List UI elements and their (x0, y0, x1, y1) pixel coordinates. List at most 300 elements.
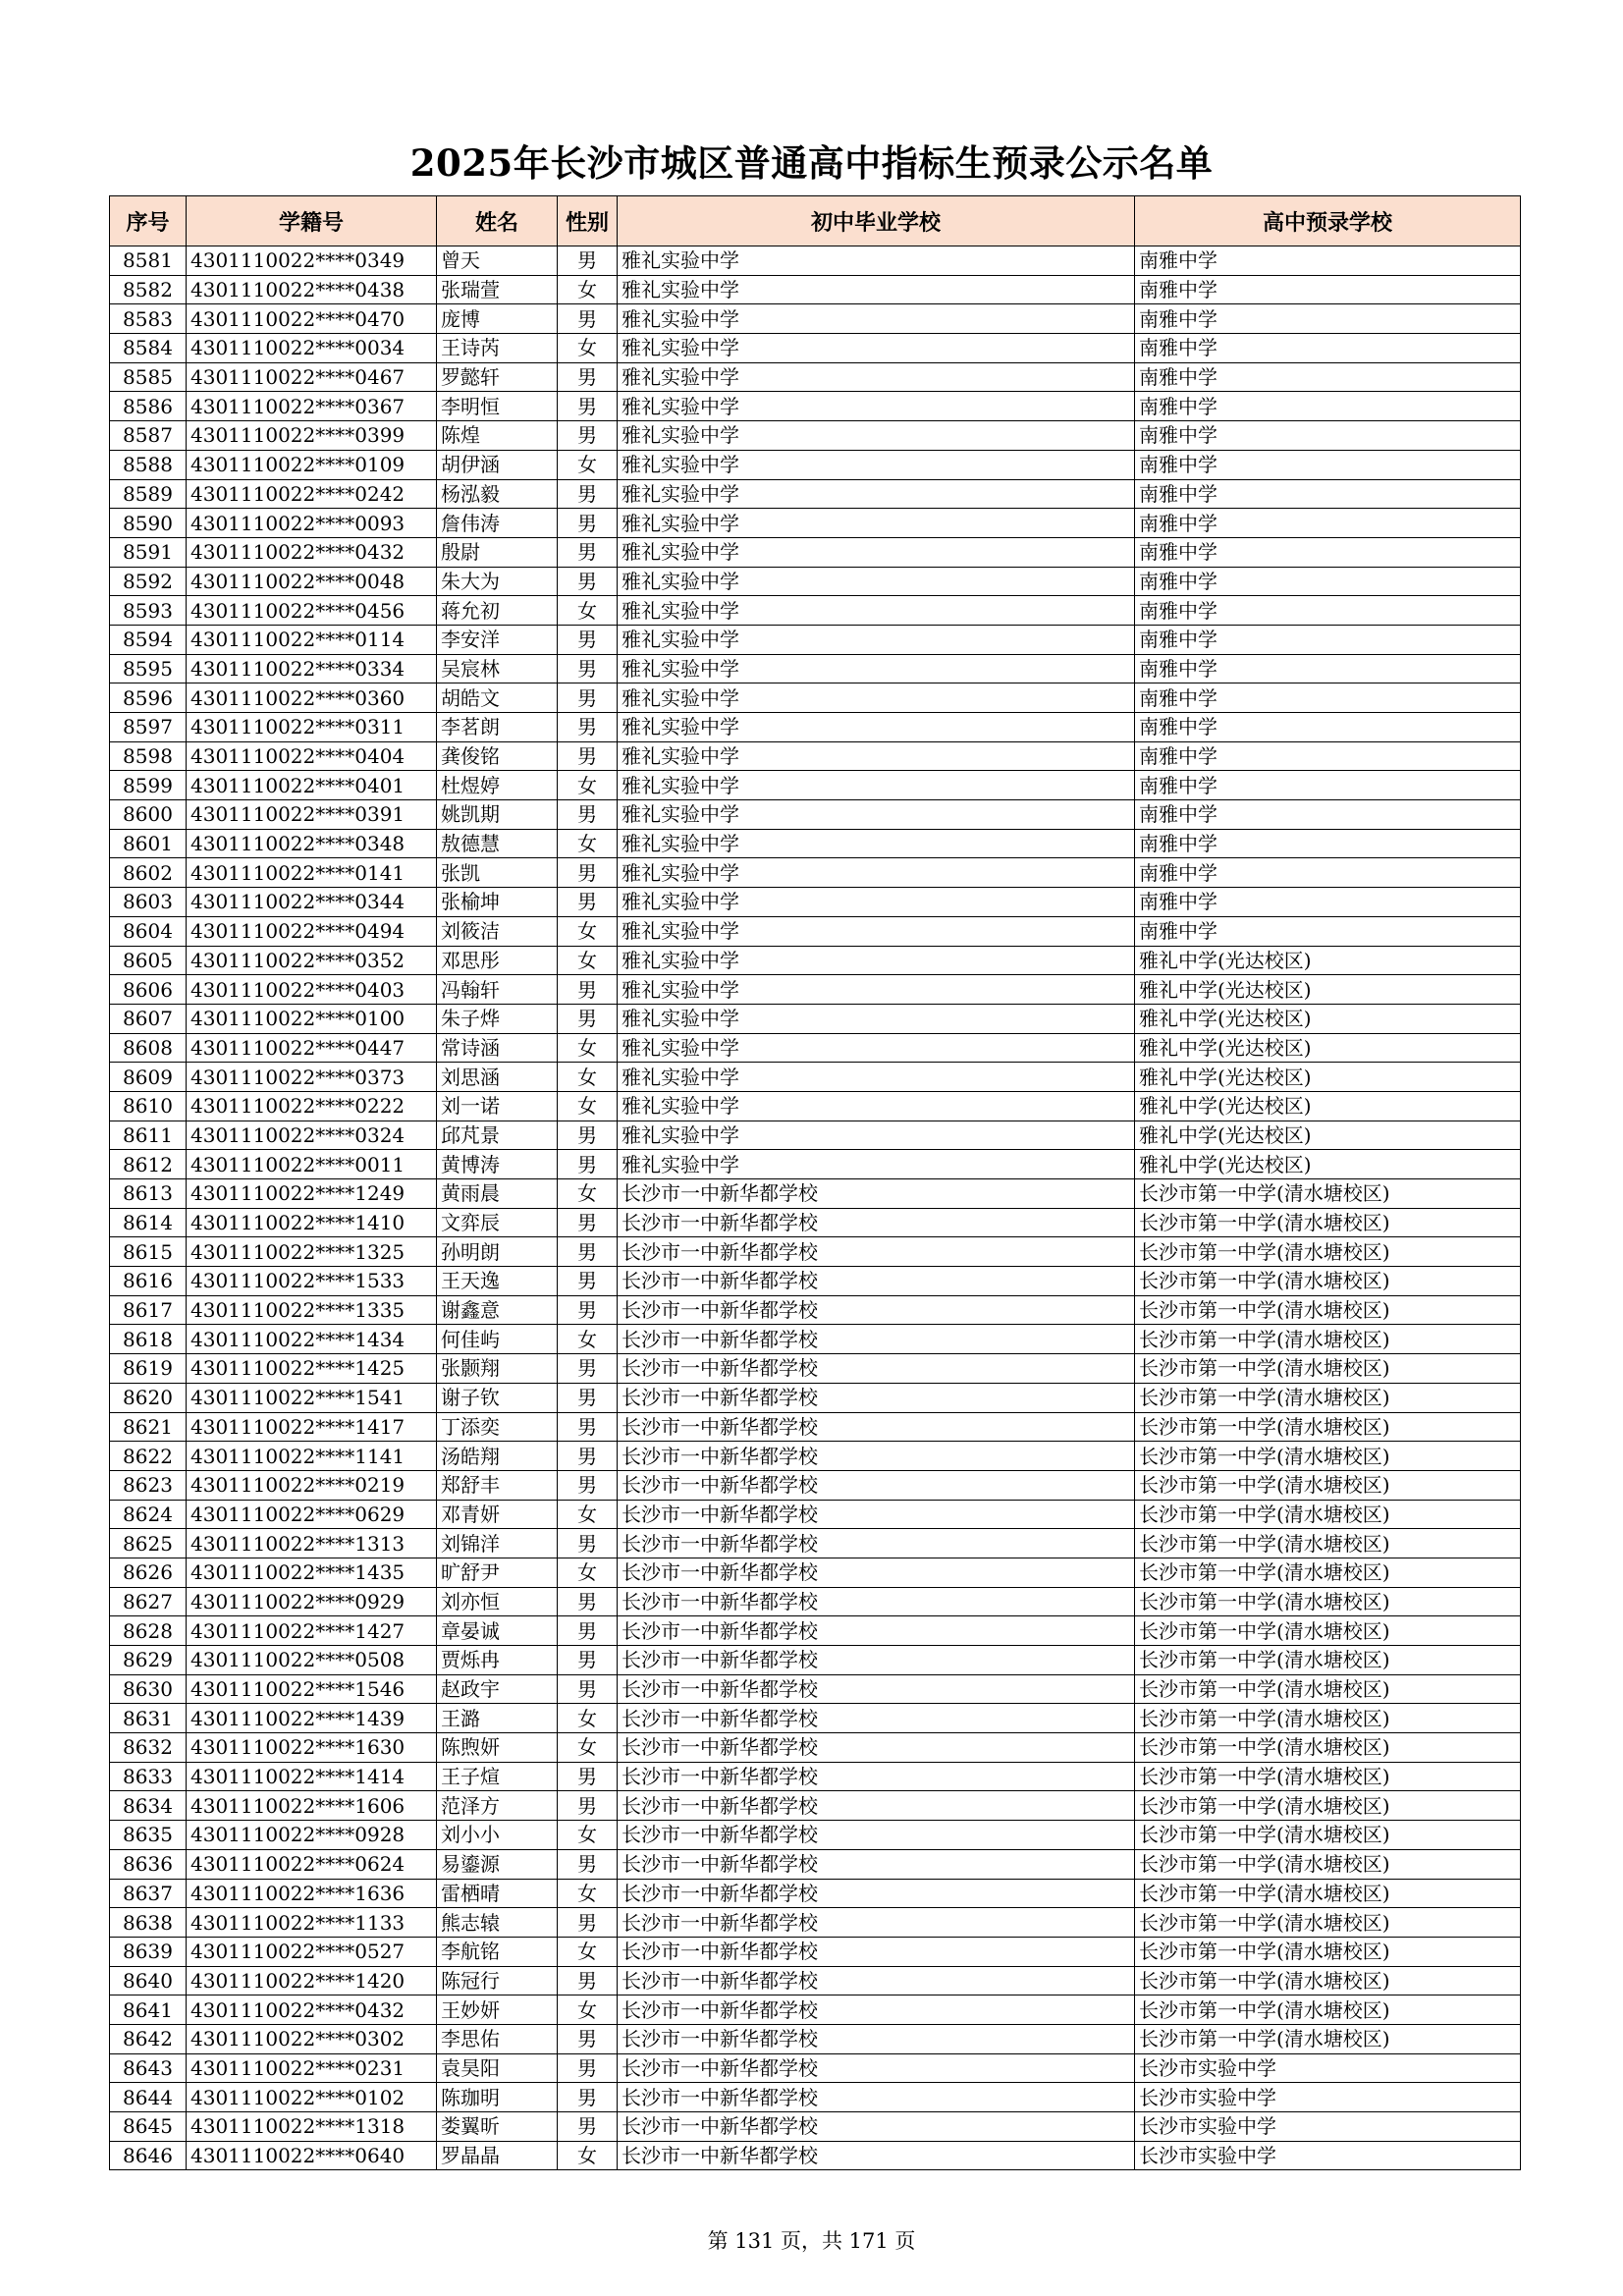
cell-seq: 8639 (110, 1937, 187, 1966)
cell-gender: 男 (558, 800, 618, 830)
cell-gender: 男 (558, 1966, 618, 1995)
cell-name: 王子煊 (437, 1762, 558, 1791)
cell-high-school: 南雅中学 (1135, 362, 1521, 392)
cell-high-school: 长沙市第一中学(清水塘校区) (1135, 1558, 1521, 1587)
cell-seq: 8586 (110, 392, 187, 421)
cell-gender: 男 (558, 1208, 618, 1237)
cell-middle-school: 长沙市一中新华都学校 (618, 1821, 1135, 1850)
cell-high-school: 长沙市第一中学(清水塘校区) (1135, 1587, 1521, 1616)
cell-student-id: 4301110022****0344 (187, 888, 437, 917)
cell-seq: 8631 (110, 1704, 187, 1733)
cell-high-school: 雅礼中学(光达校区) (1135, 1063, 1521, 1092)
cell-middle-school: 长沙市一中新华都学校 (618, 1412, 1135, 1442)
cell-high-school: 长沙市第一中学(清水塘校区) (1135, 1791, 1521, 1821)
cell-high-school: 雅礼中学(光达校区) (1135, 1150, 1521, 1179)
cell-high-school: 南雅中学 (1135, 304, 1521, 334)
cell-student-id: 4301110022****1425 (187, 1354, 437, 1384)
table-row (110, 1849, 1521, 1879)
cell-student-id: 4301110022****0640 (187, 2141, 437, 2170)
cell-student-id: 4301110022****0432 (187, 537, 437, 567)
cell-gender: 男 (558, 1646, 618, 1675)
cell-name: 郑舒丰 (437, 1470, 558, 1500)
cell-seq: 8643 (110, 2053, 187, 2083)
table-row (110, 1442, 1521, 1471)
cell-seq: 8612 (110, 1150, 187, 1179)
cell-gender: 女 (558, 2141, 618, 2170)
cell-middle-school: 长沙市一中新华都学校 (618, 1295, 1135, 1325)
table-row (110, 1733, 1521, 1763)
cell-middle-school: 雅礼实验中学 (618, 946, 1135, 975)
cell-high-school: 长沙市第一中学(清水塘校区) (1135, 1704, 1521, 1733)
cell-gender: 男 (558, 683, 618, 713)
cell-student-id: 4301110022****0494 (187, 916, 437, 946)
cell-middle-school: 长沙市一中新华都学校 (618, 1442, 1135, 1471)
cell-seq: 8637 (110, 1879, 187, 1908)
cell-gender: 男 (558, 509, 618, 538)
table-row (110, 1150, 1521, 1179)
cell-middle-school: 长沙市一中新华都学校 (618, 1529, 1135, 1558)
cell-seq: 8625 (110, 1529, 187, 1558)
cell-name: 杜煜婷 (437, 771, 558, 800)
cell-name: 雷栖晴 (437, 1879, 558, 1908)
cell-high-school: 长沙市第一中学(清水塘校区) (1135, 1733, 1521, 1763)
cell-name: 胡皓文 (437, 683, 558, 713)
cell-name: 李茗朗 (437, 713, 558, 742)
cell-high-school: 长沙市第一中学(清水塘校区) (1135, 1616, 1521, 1646)
cell-middle-school: 雅礼实验中学 (618, 683, 1135, 713)
table-row (110, 1674, 1521, 1704)
cell-middle-school: 雅礼实验中学 (618, 334, 1135, 363)
cell-gender: 女 (558, 946, 618, 975)
cell-name: 王妙妍 (437, 1995, 558, 2025)
cell-gender: 男 (558, 888, 618, 917)
cell-high-school: 长沙市第一中学(清水塘校区) (1135, 1879, 1521, 1908)
cell-student-id: 4301110022****1606 (187, 1791, 437, 1821)
cell-high-school: 长沙市第一中学(清水塘校区) (1135, 1237, 1521, 1267)
cell-middle-school: 长沙市一中新华都学校 (618, 1587, 1135, 1616)
cell-name: 邓青妍 (437, 1500, 558, 1529)
cell-gender: 男 (558, 1529, 618, 1558)
table-row (110, 421, 1521, 451)
cell-middle-school: 雅礼实验中学 (618, 392, 1135, 421)
table-row (110, 1295, 1521, 1325)
cell-gender: 男 (558, 537, 618, 567)
cell-middle-school: 长沙市一中新华都学校 (618, 2141, 1135, 2170)
cell-name: 张凯 (437, 858, 558, 888)
cell-seq: 8598 (110, 741, 187, 771)
cell-name: 文弈辰 (437, 1208, 558, 1237)
cell-gender: 女 (558, 450, 618, 479)
cell-student-id: 4301110022****0391 (187, 800, 437, 830)
cell-middle-school: 长沙市一中新华都学校 (618, 1208, 1135, 1237)
cell-name: 李明恒 (437, 392, 558, 421)
cell-seq: 8615 (110, 1237, 187, 1267)
column-header-seq: 序号 (110, 196, 187, 246)
table-row (110, 246, 1521, 276)
cell-seq: 8622 (110, 1442, 187, 1471)
table-row (110, 1470, 1521, 1500)
cell-high-school: 长沙市第一中学(清水塘校区) (1135, 2024, 1521, 2053)
cell-seq: 8627 (110, 1587, 187, 1616)
cell-seq: 8594 (110, 625, 187, 654)
cell-gender: 男 (558, 1674, 618, 1704)
cell-student-id: 4301110022****1533 (187, 1267, 437, 1296)
table-row (110, 1646, 1521, 1675)
cell-student-id: 4301110022****0242 (187, 479, 437, 509)
cell-middle-school: 长沙市一中新华都学校 (618, 1267, 1135, 1296)
cell-gender: 男 (558, 392, 618, 421)
cell-middle-school: 雅礼实验中学 (618, 246, 1135, 276)
cell-gender: 女 (558, 1325, 618, 1354)
cell-name: 孙明朗 (437, 1237, 558, 1267)
cell-seq: 8634 (110, 1791, 187, 1821)
cell-high-school: 南雅中学 (1135, 625, 1521, 654)
column-header-middle-school: 初中毕业学校 (618, 196, 1135, 246)
cell-name: 杨泓毅 (437, 479, 558, 509)
table-row (110, 304, 1521, 334)
cell-high-school: 长沙市第一中学(清水塘校区) (1135, 1354, 1521, 1384)
admission-list-table (109, 195, 1521, 2170)
table-row (110, 2141, 1521, 2170)
cell-gender: 女 (558, 596, 618, 626)
cell-middle-school: 长沙市一中新华都学校 (618, 1733, 1135, 1763)
cell-student-id: 4301110022****0324 (187, 1121, 437, 1150)
cell-middle-school: 长沙市一中新华都学校 (618, 2083, 1135, 2112)
cell-gender: 女 (558, 1995, 618, 2025)
cell-name: 汤皓翔 (437, 1442, 558, 1471)
table-row (110, 479, 1521, 509)
cell-middle-school: 雅礼实验中学 (618, 567, 1135, 596)
cell-seq: 8607 (110, 1004, 187, 1033)
cell-student-id: 4301110022****0404 (187, 741, 437, 771)
table-row (110, 2112, 1521, 2142)
cell-middle-school: 长沙市一中新华都学校 (618, 1325, 1135, 1354)
cell-high-school: 雅礼中学(光达校区) (1135, 1033, 1521, 1063)
cell-seq: 8604 (110, 916, 187, 946)
cell-seq: 8592 (110, 567, 187, 596)
cell-middle-school: 长沙市一中新华都学校 (618, 2024, 1135, 2053)
cell-gender: 女 (558, 1063, 618, 1092)
cell-gender: 男 (558, 567, 618, 596)
cell-seq: 8628 (110, 1616, 187, 1646)
cell-gender: 女 (558, 1091, 618, 1121)
cell-seq: 8585 (110, 362, 187, 392)
cell-name: 易鎏源 (437, 1849, 558, 1879)
cell-seq: 8617 (110, 1295, 187, 1325)
cell-name: 朱子烨 (437, 1004, 558, 1033)
cell-name: 姚凯期 (437, 800, 558, 830)
cell-seq: 8626 (110, 1558, 187, 1587)
cell-seq: 8629 (110, 1646, 187, 1675)
cell-gender: 男 (558, 246, 618, 276)
column-header-gender: 性别 (558, 196, 618, 246)
column-header-high-school: 高中预录学校 (1135, 196, 1521, 246)
cell-name: 敖德慧 (437, 829, 558, 858)
table-row (110, 713, 1521, 742)
table-row (110, 334, 1521, 363)
table-row (110, 392, 1521, 421)
cell-name: 李思佑 (437, 2024, 558, 2053)
cell-student-id: 4301110022****0401 (187, 771, 437, 800)
cell-student-id: 4301110022****1318 (187, 2112, 437, 2142)
cell-high-school: 长沙市实验中学 (1135, 2141, 1521, 2170)
cell-seq: 8597 (110, 713, 187, 742)
cell-seq: 8624 (110, 1500, 187, 1529)
table-row (110, 1179, 1521, 1209)
cell-name: 范泽方 (437, 1791, 558, 1821)
table-row (110, 888, 1521, 917)
cell-high-school: 南雅中学 (1135, 683, 1521, 713)
cell-high-school: 长沙市第一中学(清水塘校区) (1135, 1937, 1521, 1966)
cell-name: 李安洋 (437, 625, 558, 654)
cell-student-id: 4301110022****1414 (187, 1762, 437, 1791)
cell-high-school: 长沙市第一中学(清水塘校区) (1135, 1179, 1521, 1209)
cell-gender: 男 (558, 654, 618, 683)
cell-seq: 8616 (110, 1267, 187, 1296)
cell-high-school: 南雅中学 (1135, 800, 1521, 830)
cell-high-school: 南雅中学 (1135, 596, 1521, 626)
cell-student-id: 4301110022****1434 (187, 1325, 437, 1354)
cell-high-school: 长沙市第一中学(清水塘校区) (1135, 1325, 1521, 1354)
cell-middle-school: 雅礼实验中学 (618, 479, 1135, 509)
cell-high-school: 长沙市第一中学(清水塘校区) (1135, 1295, 1521, 1325)
cell-middle-school: 雅礼实验中学 (618, 975, 1135, 1005)
cell-student-id: 4301110022****0349 (187, 246, 437, 276)
cell-name: 罗懿轩 (437, 362, 558, 392)
cell-seq: 8620 (110, 1383, 187, 1412)
cell-seq: 8599 (110, 771, 187, 800)
cell-student-id: 4301110022****0102 (187, 2083, 437, 2112)
cell-gender: 男 (558, 741, 618, 771)
cell-gender: 男 (558, 1791, 618, 1821)
cell-name: 吴宸林 (437, 654, 558, 683)
cell-seq: 8636 (110, 1849, 187, 1879)
cell-gender: 男 (558, 858, 618, 888)
cell-student-id: 4301110022****1325 (187, 1237, 437, 1267)
table-row (110, 1208, 1521, 1237)
table-row (110, 450, 1521, 479)
cell-high-school: 南雅中学 (1135, 888, 1521, 917)
table-header-row (110, 196, 1521, 246)
cell-seq: 8603 (110, 888, 187, 917)
cell-seq: 8618 (110, 1325, 187, 1354)
table-row (110, 1500, 1521, 1529)
cell-student-id: 4301110022****0929 (187, 1587, 437, 1616)
table-row (110, 771, 1521, 800)
cell-student-id: 4301110022****0222 (187, 1091, 437, 1121)
cell-gender: 男 (558, 975, 618, 1005)
cell-middle-school: 雅礼实验中学 (618, 362, 1135, 392)
cell-gender: 女 (558, 1179, 618, 1209)
cell-name: 王诗芮 (437, 334, 558, 363)
cell-middle-school: 长沙市一中新华都学校 (618, 1849, 1135, 1879)
cell-middle-school: 长沙市一中新华都学校 (618, 1966, 1135, 1995)
table-row (110, 537, 1521, 567)
cell-student-id: 4301110022****1335 (187, 1295, 437, 1325)
cell-gender: 男 (558, 1908, 618, 1938)
cell-name: 龚俊铭 (437, 741, 558, 771)
table-row (110, 2083, 1521, 2112)
cell-name: 何佳屿 (437, 1325, 558, 1354)
cell-name: 朱大为 (437, 567, 558, 596)
cell-student-id: 4301110022****1546 (187, 1674, 437, 1704)
table-row (110, 1004, 1521, 1033)
cell-student-id: 4301110022****0011 (187, 1150, 437, 1179)
cell-high-school: 南雅中学 (1135, 567, 1521, 596)
cell-student-id: 4301110022****0114 (187, 625, 437, 654)
cell-high-school: 长沙市第一中学(清水塘校区) (1135, 1208, 1521, 1237)
table-row (110, 275, 1521, 304)
table-row (110, 946, 1521, 975)
cell-high-school: 长沙市第一中学(清水塘校区) (1135, 1267, 1521, 1296)
cell-gender: 男 (558, 1295, 618, 1325)
table-row (110, 1383, 1521, 1412)
cell-name: 冯翰轩 (437, 975, 558, 1005)
cell-middle-school: 雅礼实验中学 (618, 304, 1135, 334)
cell-name: 赵政宇 (437, 1674, 558, 1704)
cell-student-id: 4301110022****0109 (187, 450, 437, 479)
cell-name: 王天逸 (437, 1267, 558, 1296)
cell-gender: 男 (558, 304, 618, 334)
table-row (110, 1821, 1521, 1850)
cell-middle-school: 雅礼实验中学 (618, 1150, 1135, 1179)
cell-seq: 8640 (110, 1966, 187, 1995)
cell-middle-school: 雅礼实验中学 (618, 888, 1135, 917)
table-row (110, 1354, 1521, 1384)
cell-middle-school: 雅礼实验中学 (618, 450, 1135, 479)
table-row (110, 916, 1521, 946)
cell-middle-school: 长沙市一中新华都学校 (618, 1762, 1135, 1791)
cell-name: 陈煌 (437, 421, 558, 451)
cell-name: 谢子钦 (437, 1383, 558, 1412)
cell-gender: 男 (558, 1849, 618, 1879)
cell-gender: 女 (558, 1937, 618, 1966)
table-row (110, 1762, 1521, 1791)
column-header-name: 姓名 (437, 196, 558, 246)
cell-gender: 男 (558, 1383, 618, 1412)
cell-student-id: 4301110022****0447 (187, 1033, 437, 1063)
table-row (110, 1616, 1521, 1646)
cell-high-school: 南雅中学 (1135, 537, 1521, 567)
cell-gender: 女 (558, 1558, 618, 1587)
cell-seq: 8582 (110, 275, 187, 304)
cell-middle-school: 雅礼实验中学 (618, 509, 1135, 538)
cell-middle-school: 长沙市一中新华都学校 (618, 1179, 1135, 1209)
cell-middle-school: 雅礼实验中学 (618, 596, 1135, 626)
cell-seq: 8614 (110, 1208, 187, 1237)
cell-high-school: 长沙市第一中学(清水塘校区) (1135, 1442, 1521, 1471)
cell-seq: 8644 (110, 2083, 187, 2112)
cell-high-school: 南雅中学 (1135, 392, 1521, 421)
cell-seq: 8632 (110, 1733, 187, 1763)
table-row (110, 1412, 1521, 1442)
table-row (110, 1325, 1521, 1354)
table-row (110, 683, 1521, 713)
cell-gender: 女 (558, 1821, 618, 1850)
cell-gender: 男 (558, 1762, 618, 1791)
cell-name: 陈珈明 (437, 2083, 558, 2112)
cell-middle-school: 长沙市一中新华都学校 (618, 1354, 1135, 1384)
table-row (110, 1704, 1521, 1733)
cell-student-id: 4301110022****0629 (187, 1500, 437, 1529)
cell-seq: 8613 (110, 1179, 187, 1209)
cell-gender: 女 (558, 1733, 618, 1763)
cell-middle-school: 长沙市一中新华都学校 (618, 2112, 1135, 2142)
cell-seq: 8588 (110, 450, 187, 479)
table-row (110, 1267, 1521, 1296)
cell-gender: 男 (558, 1442, 618, 1471)
table-row (110, 858, 1521, 888)
cell-student-id: 4301110022****0367 (187, 392, 437, 421)
cell-student-id: 4301110022****0928 (187, 1821, 437, 1850)
cell-student-id: 4301110022****1417 (187, 1412, 437, 1442)
table-row (110, 2024, 1521, 2053)
cell-middle-school: 长沙市一中新华都学校 (618, 1674, 1135, 1704)
cell-middle-school: 雅礼实验中学 (618, 771, 1135, 800)
cell-name: 邓思彤 (437, 946, 558, 975)
cell-middle-school: 雅礼实验中学 (618, 829, 1135, 858)
cell-seq: 8646 (110, 2141, 187, 2170)
cell-high-school: 长沙市第一中学(清水塘校区) (1135, 1529, 1521, 1558)
cell-student-id: 4301110022****0403 (187, 975, 437, 1005)
cell-student-id: 4301110022****0219 (187, 1470, 437, 1500)
cell-high-school: 南雅中学 (1135, 334, 1521, 363)
cell-gender: 女 (558, 334, 618, 363)
cell-name: 刘思涵 (437, 1063, 558, 1092)
cell-name: 曾天 (437, 246, 558, 276)
cell-seq: 8583 (110, 304, 187, 334)
cell-name: 刘锦洋 (437, 1529, 558, 1558)
cell-student-id: 4301110022****1410 (187, 1208, 437, 1237)
cell-gender: 男 (558, 362, 618, 392)
cell-middle-school: 长沙市一中新华都学校 (618, 1791, 1135, 1821)
cell-high-school: 雅礼中学(光达校区) (1135, 1121, 1521, 1150)
cell-middle-school: 雅礼实验中学 (618, 1091, 1135, 1121)
cell-gender: 女 (558, 771, 618, 800)
cell-gender: 男 (558, 2053, 618, 2083)
cell-name: 胡伊涵 (437, 450, 558, 479)
cell-gender: 女 (558, 1033, 618, 1063)
cell-seq: 8591 (110, 537, 187, 567)
table-row (110, 741, 1521, 771)
cell-middle-school: 长沙市一中新华都学校 (618, 2053, 1135, 2083)
cell-seq: 8621 (110, 1412, 187, 1442)
cell-student-id: 4301110022****1636 (187, 1879, 437, 1908)
cell-name: 袁昊阳 (437, 2053, 558, 2083)
cell-high-school: 长沙市第一中学(清水塘校区) (1135, 1383, 1521, 1412)
cell-seq: 8584 (110, 334, 187, 363)
cell-middle-school: 长沙市一中新华都学校 (618, 1558, 1135, 1587)
table-row (110, 800, 1521, 830)
cell-middle-school: 雅礼实验中学 (618, 537, 1135, 567)
cell-gender: 男 (558, 479, 618, 509)
cell-middle-school: 长沙市一中新华都学校 (618, 1908, 1135, 1938)
cell-gender: 男 (558, 1354, 618, 1384)
table-row (110, 2053, 1521, 2083)
cell-student-id: 4301110022****1249 (187, 1179, 437, 1209)
cell-gender: 女 (558, 275, 618, 304)
cell-student-id: 4301110022****0470 (187, 304, 437, 334)
cell-name: 蒋允初 (437, 596, 558, 626)
cell-gender: 男 (558, 625, 618, 654)
cell-student-id: 4301110022****0438 (187, 275, 437, 304)
cell-seq: 8645 (110, 2112, 187, 2142)
table-row (110, 1558, 1521, 1587)
table-row (110, 1587, 1521, 1616)
table-row (110, 829, 1521, 858)
cell-seq: 8641 (110, 1995, 187, 2025)
cell-gender: 女 (558, 1500, 618, 1529)
